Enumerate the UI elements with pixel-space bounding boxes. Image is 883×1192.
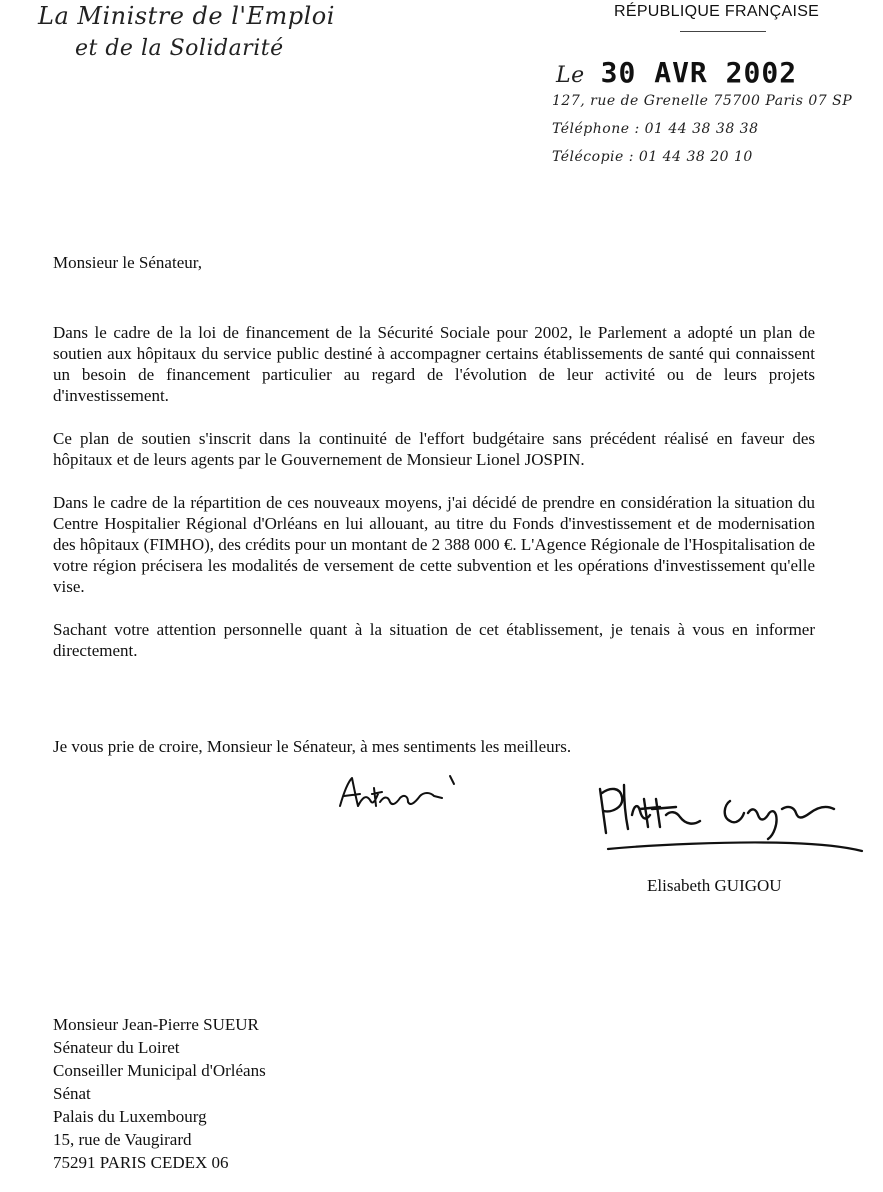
closing-formula: Je vous prie de croire, Monsieur le Sénateur, à mes sentiments les meilleurs.: [53, 737, 572, 756]
date-stamp: 30 AVR 2002: [600, 56, 798, 89]
heading-divider: [680, 31, 766, 32]
body-paragraph-2: Ce plan de soutien s'inscrit dans la continuité de l'effort budgétaire sans précédent réalisé en faveur des hôpitaux et de leurs agents par le Gouvernement de Monsieur Lionel JOSPIN.: [53, 429, 815, 469]
signature: [590, 775, 870, 865]
republic-heading: RÉPUBLIQUE FRANÇAISE: [614, 3, 820, 20]
sender-title-continued: et de la Solidarité: [75, 36, 284, 61]
sender-address: 127, rue de Grenelle 75700 Paris 07 SP: [552, 93, 853, 109]
handwritten-annotation: [334, 770, 464, 820]
sender-phone: Téléphone : 01 44 38 38 38: [552, 121, 759, 137]
salutation: Monsieur le Sénateur,: [53, 253, 202, 272]
recipient-line: Palais du Luxembourg: [53, 1107, 207, 1126]
sender-fax: Télécopie : 01 44 38 20 10: [552, 149, 753, 165]
recipient-line: 75291 PARIS CEDEX 06: [53, 1153, 229, 1172]
recipient-address: [53, 1013, 266, 1174]
date-block: [556, 56, 797, 89]
signatory-name: Elisabeth GUIGOU: [647, 876, 782, 895]
body-paragraph-3: Dans le cadre de la répartition de ces nouveaux moyens, j'ai décidé de prendre en considération la situation du Centre Hospitalier Régional d'Orléans en lui allouant, au titre du Fonds d'investissement et de modernisation des hôpitaux (FIMHO), des crédits pour un montant de 2 388 000 €. L'Agence Régionale de l'Hospitalisation de votre région précisera les modalités de versement de cette subvention et les opérations d'investissement qu'elle vise.: [53, 493, 816, 596]
body-paragraph-1: Dans le cadre de la loi de financement de la Sécurité Sociale pour 2002, le Parlement a adopté un plan de soutien aux hôpitaux du service public destiné à accompagner certains établissements de santé qui connaissent un besoin de financement particulier au regard de l'évolution de leur activité ou de leurs projets d'investissement.: [53, 323, 815, 405]
sender-title: La Ministre de l'Emploi: [38, 2, 335, 30]
recipient-line: Sénateur du Loiret: [53, 1038, 180, 1057]
date-prefix: Le: [556, 63, 585, 88]
recipient-line: Sénat: [53, 1084, 91, 1103]
recipient-line: Conseiller Municipal d'Orléans: [53, 1061, 266, 1080]
recipient-line: 15, rue de Vaugirard: [53, 1130, 192, 1149]
recipient-line: Monsieur Jean-Pierre SUEUR: [53, 1015, 259, 1034]
body-paragraph-4: Sachant votre attention personnelle quant à la situation de cet établissement, je tenais à vous en informer directement.: [53, 620, 815, 660]
letter-body: [53, 322, 815, 683]
